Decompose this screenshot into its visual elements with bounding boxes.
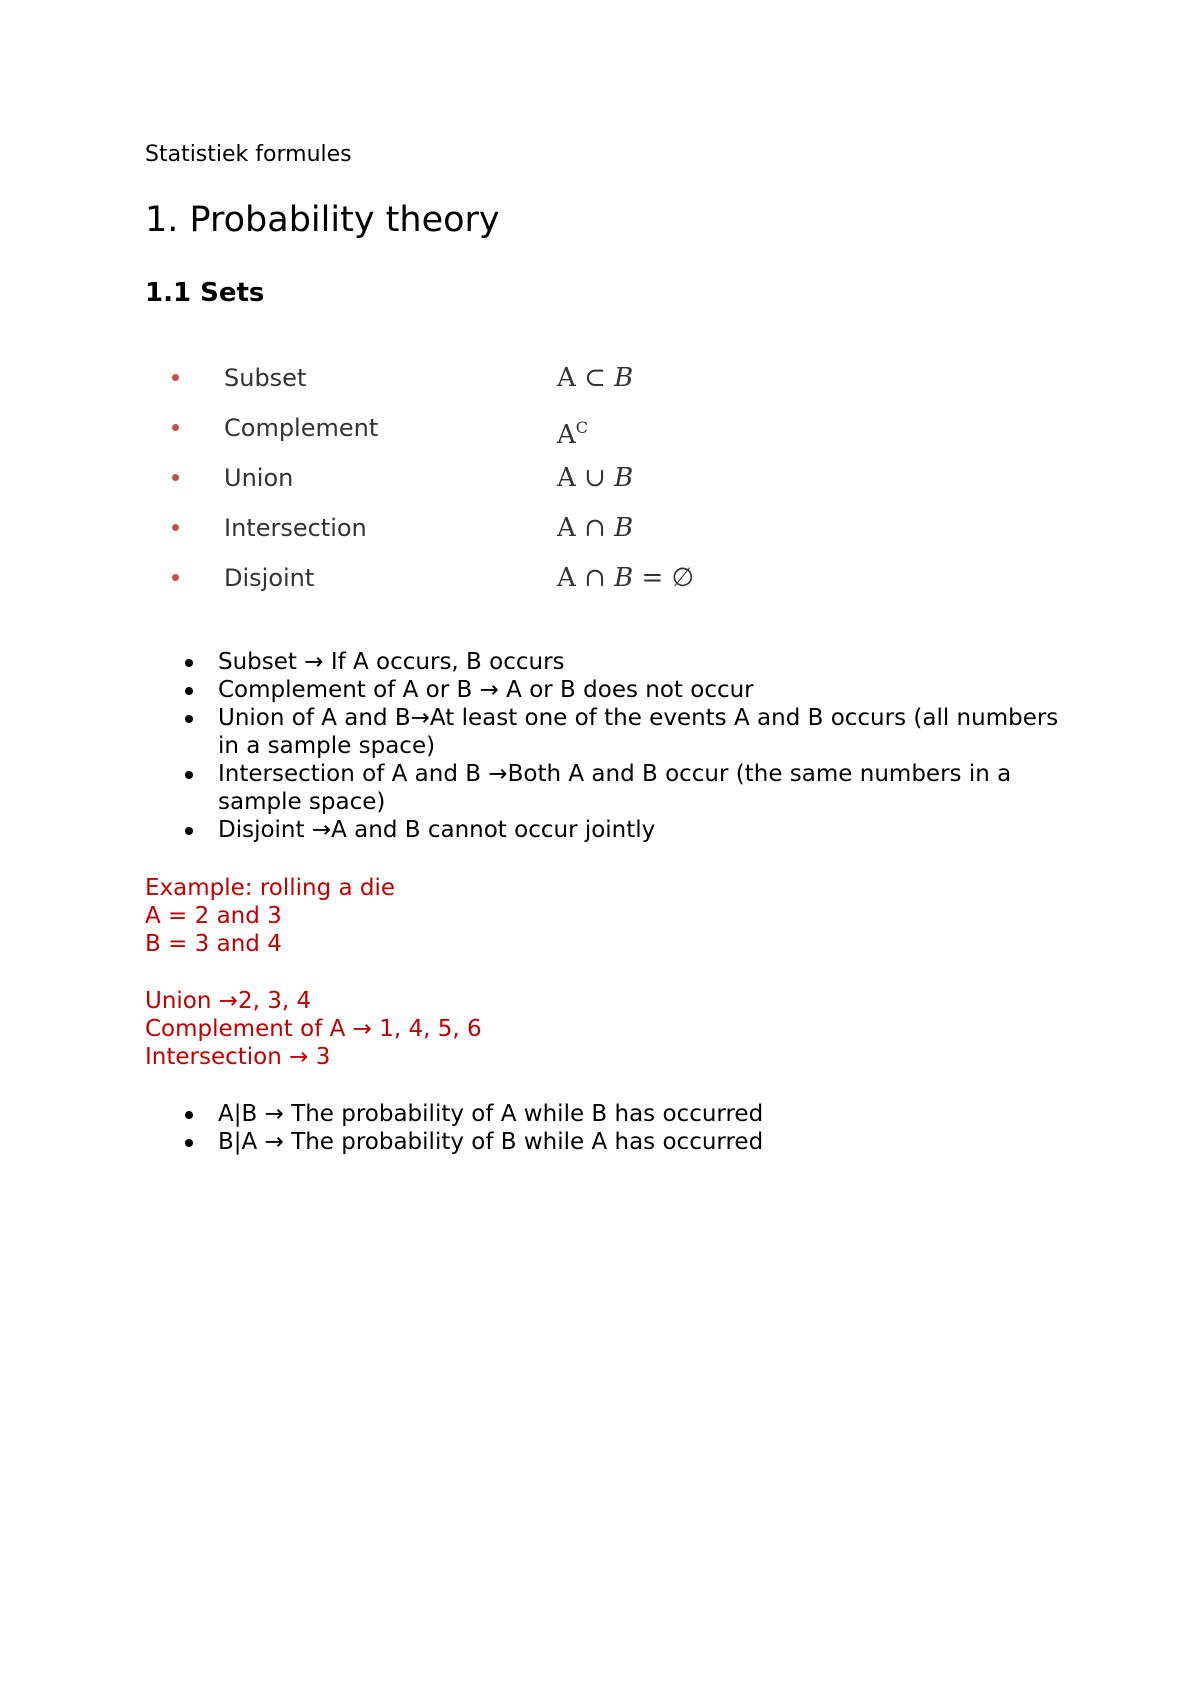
bullet-icon <box>172 474 179 481</box>
set-notation: A ∩ B <box>557 513 634 543</box>
bullet-icon <box>172 524 179 531</box>
list-item: Intersection of A and B →Both A and B occur (the same numbers in a sample space) <box>145 760 1085 816</box>
set-notation-table <box>160 362 720 622</box>
set-row-subset <box>160 362 720 402</box>
document-title: Statistiek formules <box>145 142 352 167</box>
list-item: Complement of A or B → A or B does not occur <box>145 676 1085 704</box>
set-notation: A ∩ B = ∅ <box>557 563 695 593</box>
result-line: Intersection → 3 <box>145 1044 331 1070</box>
set-name: Union <box>224 464 294 492</box>
heading-probability-theory: 1. Probability theory <box>145 200 500 240</box>
heading-sets: 1.1 Sets <box>145 278 265 308</box>
bullet-icon <box>172 574 179 581</box>
list-item: Disjoint →A and B cannot occur jointly <box>145 816 1085 844</box>
example-title: Example: rolling a die <box>145 875 396 901</box>
set-notation: A ∪ B <box>557 463 634 493</box>
set-row-union <box>160 462 720 502</box>
conditional-list <box>145 1100 1085 1156</box>
example-block <box>145 874 1045 958</box>
definitions-list <box>145 648 1085 844</box>
set-notation: $A^C$ <box>557 418 589 450</box>
set-name: Complement <box>224 414 379 442</box>
example-line: B = 3 and 4 <box>145 931 282 957</box>
set-row-intersection <box>160 512 720 552</box>
list-item: Union of A and B→At least one of the events A and B occurs (all numbers in a sample space) <box>145 704 1085 760</box>
bullet-icon <box>172 424 179 431</box>
list-item: Subset → If A occurs, B occurs <box>145 648 1085 676</box>
set-name: Intersection <box>224 514 367 542</box>
list-item: A|B → The probability of A while B has occurred <box>145 1100 1085 1128</box>
set-notation: A ⊂ B <box>557 363 634 393</box>
bullet-icon <box>172 374 179 381</box>
result-line: Union →2, 3, 4 <box>145 988 312 1014</box>
set-name: Disjoint <box>224 564 315 592</box>
set-name: Subset <box>224 364 307 392</box>
example-line: A = 2 and 3 <box>145 903 282 929</box>
result-line: Complement of A → 1, 4, 5, 6 <box>145 1016 482 1042</box>
set-row-disjoint <box>160 562 720 602</box>
example-results <box>145 987 1045 1071</box>
list-item: B|A → The probability of B while A has occurred <box>145 1128 1085 1156</box>
set-row-complement <box>160 412 720 452</box>
